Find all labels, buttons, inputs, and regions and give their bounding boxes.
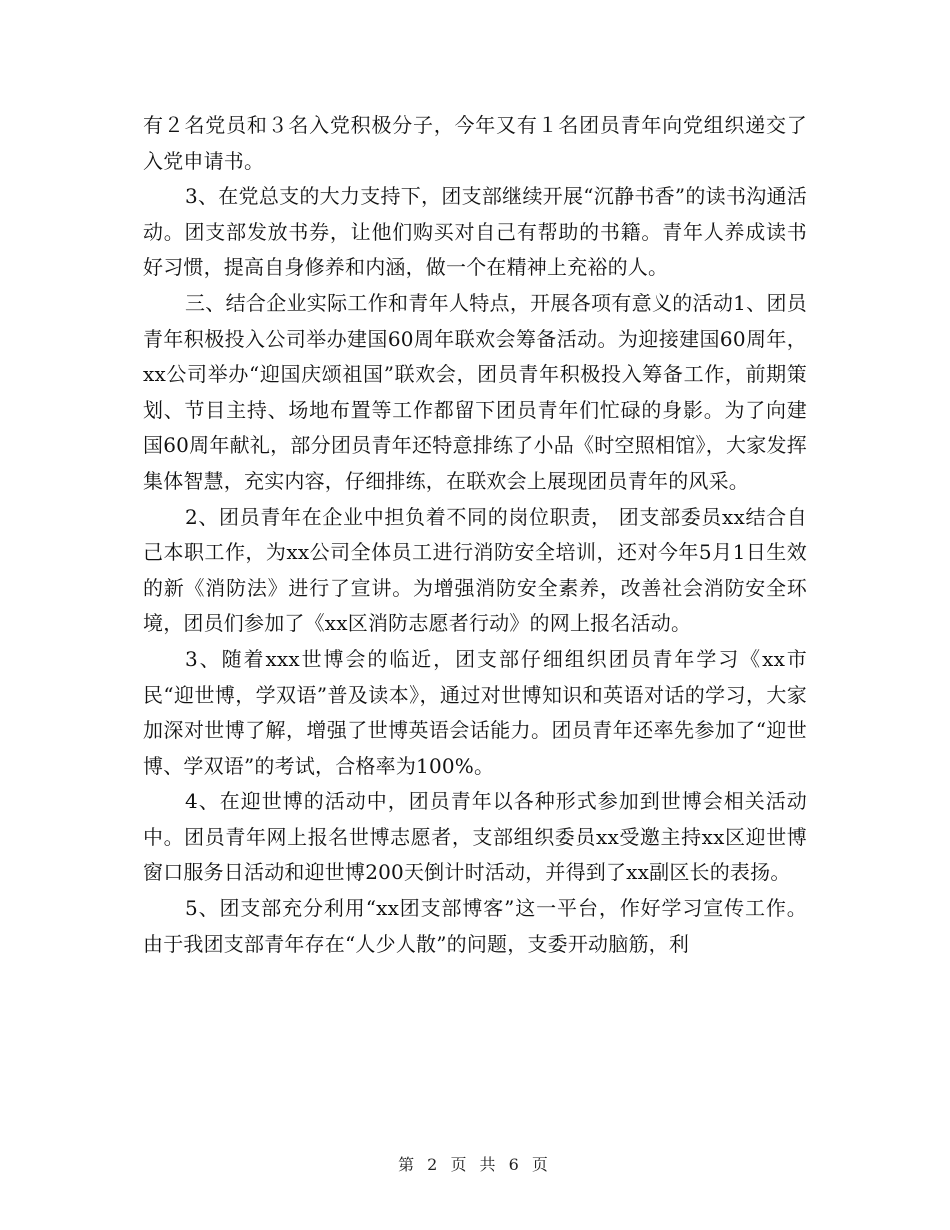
paragraph-5: 3、随着xxx世博会的临近，团支部仔细组织团员青年学习《xx市民“迎世博，学双语”普及读本》，通过对世博知识和英语对话的学习，大家加深对世博了解，增强了世博英语会话能力。团员青年还率先参加了“迎世博、学双语”的考试，合格率为100%。 bbox=[143, 646, 807, 778]
document-body bbox=[143, 108, 807, 962]
paragraph-6: 4、在迎世博的活动中，团员青年以各种形式参加到世博会相关活动中。团员青年网上报名世博志愿者，支部组织委员xx受邀主持xx区迎世博窗口服务日活动和迎世博200天倒计时活动，并得到了xx副区长的表扬。 bbox=[143, 789, 807, 885]
paragraph-4: 2、团员青年在企业中担负着不同的岗位职责， 团支部委员xx结合自己本职工作，为xx公司全体员工进行消防安全培训，还对今年5月1日生效的新《消防法》进行了宣讲。为增强消防安全素养，改善社会消防安全环境，团员们参加了《xx区消防志愿者行动》的网上报名活动。 bbox=[143, 504, 807, 636]
paragraph-2: 3、在党总支的大力支持下，团支部继续开展“沉静书香”的读书沟通活动。团支部发放书券，让他们购买对自己有帮助的书籍。青年人养成读书好习惯，提高自身修养和内涵，做一个在精神上充裕的人。 bbox=[143, 184, 807, 280]
paragraph-7: 5、团支部充分利用“xx团支部博客”这一平台，作好学习宣传工作。由于我团支部青年存在“人少人散”的问题，支委开动脑筋，利 bbox=[143, 896, 807, 956]
paragraph-1: 有２名党员和３名入党积极分子，今年又有１名团员青年向党组织递交了入党申请书。 bbox=[143, 113, 807, 173]
page-footer: 第 2 页 共 6 页 bbox=[398, 1155, 552, 1174]
paragraph-3: 三、结合企业实际工作和青年人特点，开展各项有意义的活动1、团员青年积极投入公司举办建国60周年联欢会筹备活动。为迎接建国60周年，xx公司举办“迎国庆颂祖国”联欢会，团员青年积极投入筹备工作，前期策划、节目主持、场地布置等工作都留下团员青年们忙碌的身影。为了向建国60周年献礼，部分团员青年还特意排练了小品《时空照相馆》，大家发挥集体智慧，充实内容，仔细排练，在联欢会上展现团员青年的风采。 bbox=[143, 290, 807, 493]
